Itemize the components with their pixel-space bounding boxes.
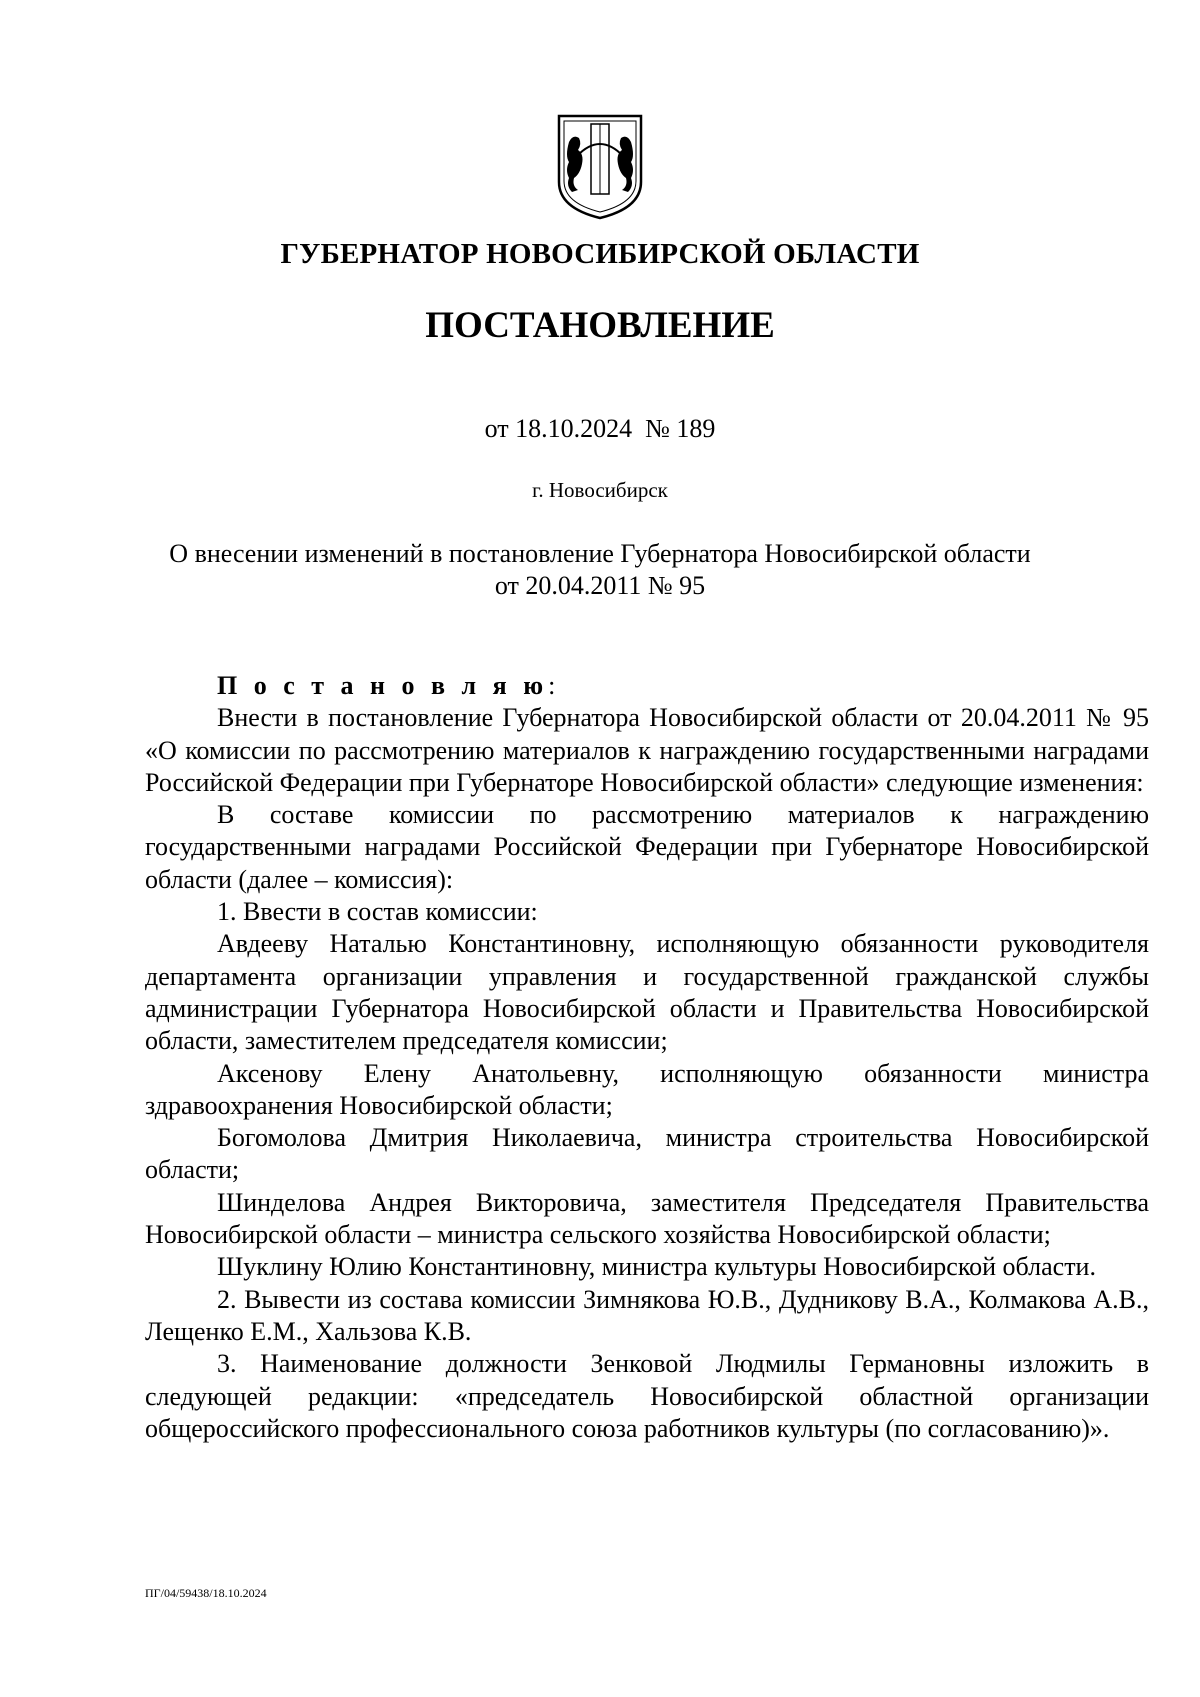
paragraph-1: Внести в постановление Губернатора Новосибирской области от 20.04.2011 № 95 «О комиссии по рассмотрению материалов к награждению государственными наградами Российской Федерации при Губернаторе Новосибирской области» следующие изменения: (145, 703, 1149, 797)
city: г. Новосибирск (532, 478, 668, 502)
paragraph-5: Аксенову Елену Анатольевну, исполняющую обязанности министра здравоохранения Новосибирской области; (145, 1058, 1149, 1120)
paragraph-9: 2. Вывести из состава комиссии Зимнякова Ю.В., Дудникову В.А., Колмакова А.В., Лещенко Е.М., Хальзова К.В. (145, 1284, 1149, 1346)
coat-of-arms-icon (555, 112, 645, 222)
paragraph-2: В составе комиссии по рассмотрению материалов к награждению государственными наградами Российской Федерации при Губернаторе Новосибирской области (далее – комиссия): (145, 800, 1149, 894)
document-title (100, 538, 1100, 602)
decree-colon: : (548, 671, 556, 700)
decree-word: П о с т а н о в л я ю (217, 671, 549, 700)
paragraph-8: Шуклину Юлию Константиновну, министра культуры Новосибирской области. (217, 1252, 1096, 1282)
document-type: ПОСТАНОВЛЕНИЕ (425, 305, 775, 346)
document-code: ПГ/04/59438/18.10.2024 (145, 1586, 267, 1600)
decree-heading (145, 670, 1149, 702)
paragraph-3: 1. Ввести в состав комиссии: (217, 897, 538, 927)
paragraph-6: Богомолова Дмитрия Николаевича, министра строительства Новосибирской области; (145, 1123, 1149, 1185)
title-line-1: О внесении изменений в постановление Губернатора Новосибирской области (169, 539, 1031, 568)
paragraph-4: Авдееву Наталью Константиновну, исполняющую обязанности руководителя департамента организации управления и государственной гражданской службы администрации Губернатора Новосибирской области и Правительства Новосибирской области, заместителем председателя комиссии; (145, 929, 1149, 1056)
issuing-authority: ГУБЕРНАТОР НОВОСИБИРСКОЙ ОБЛАСТИ (280, 238, 920, 270)
paragraph-7: Шинделова Андрея Викторовича, заместителя Председателя Правительства Новосибирской области – министра сельского хозяйства Новосибирской области; (145, 1187, 1149, 1250)
document-body (145, 670, 1149, 1445)
date-and-number: от 18.10.2024 № 189 (484, 414, 716, 443)
title-line-2: от 20.04.2011 № 95 (494, 571, 706, 600)
paragraph-10: 3. Наименование должности Зенковой Людмилы Германовны изложить в следующей редакции: «председатель Новосибирской областной организации общероссийского профессионального союза работников культуры (по согласованию)». (145, 1349, 1149, 1443)
